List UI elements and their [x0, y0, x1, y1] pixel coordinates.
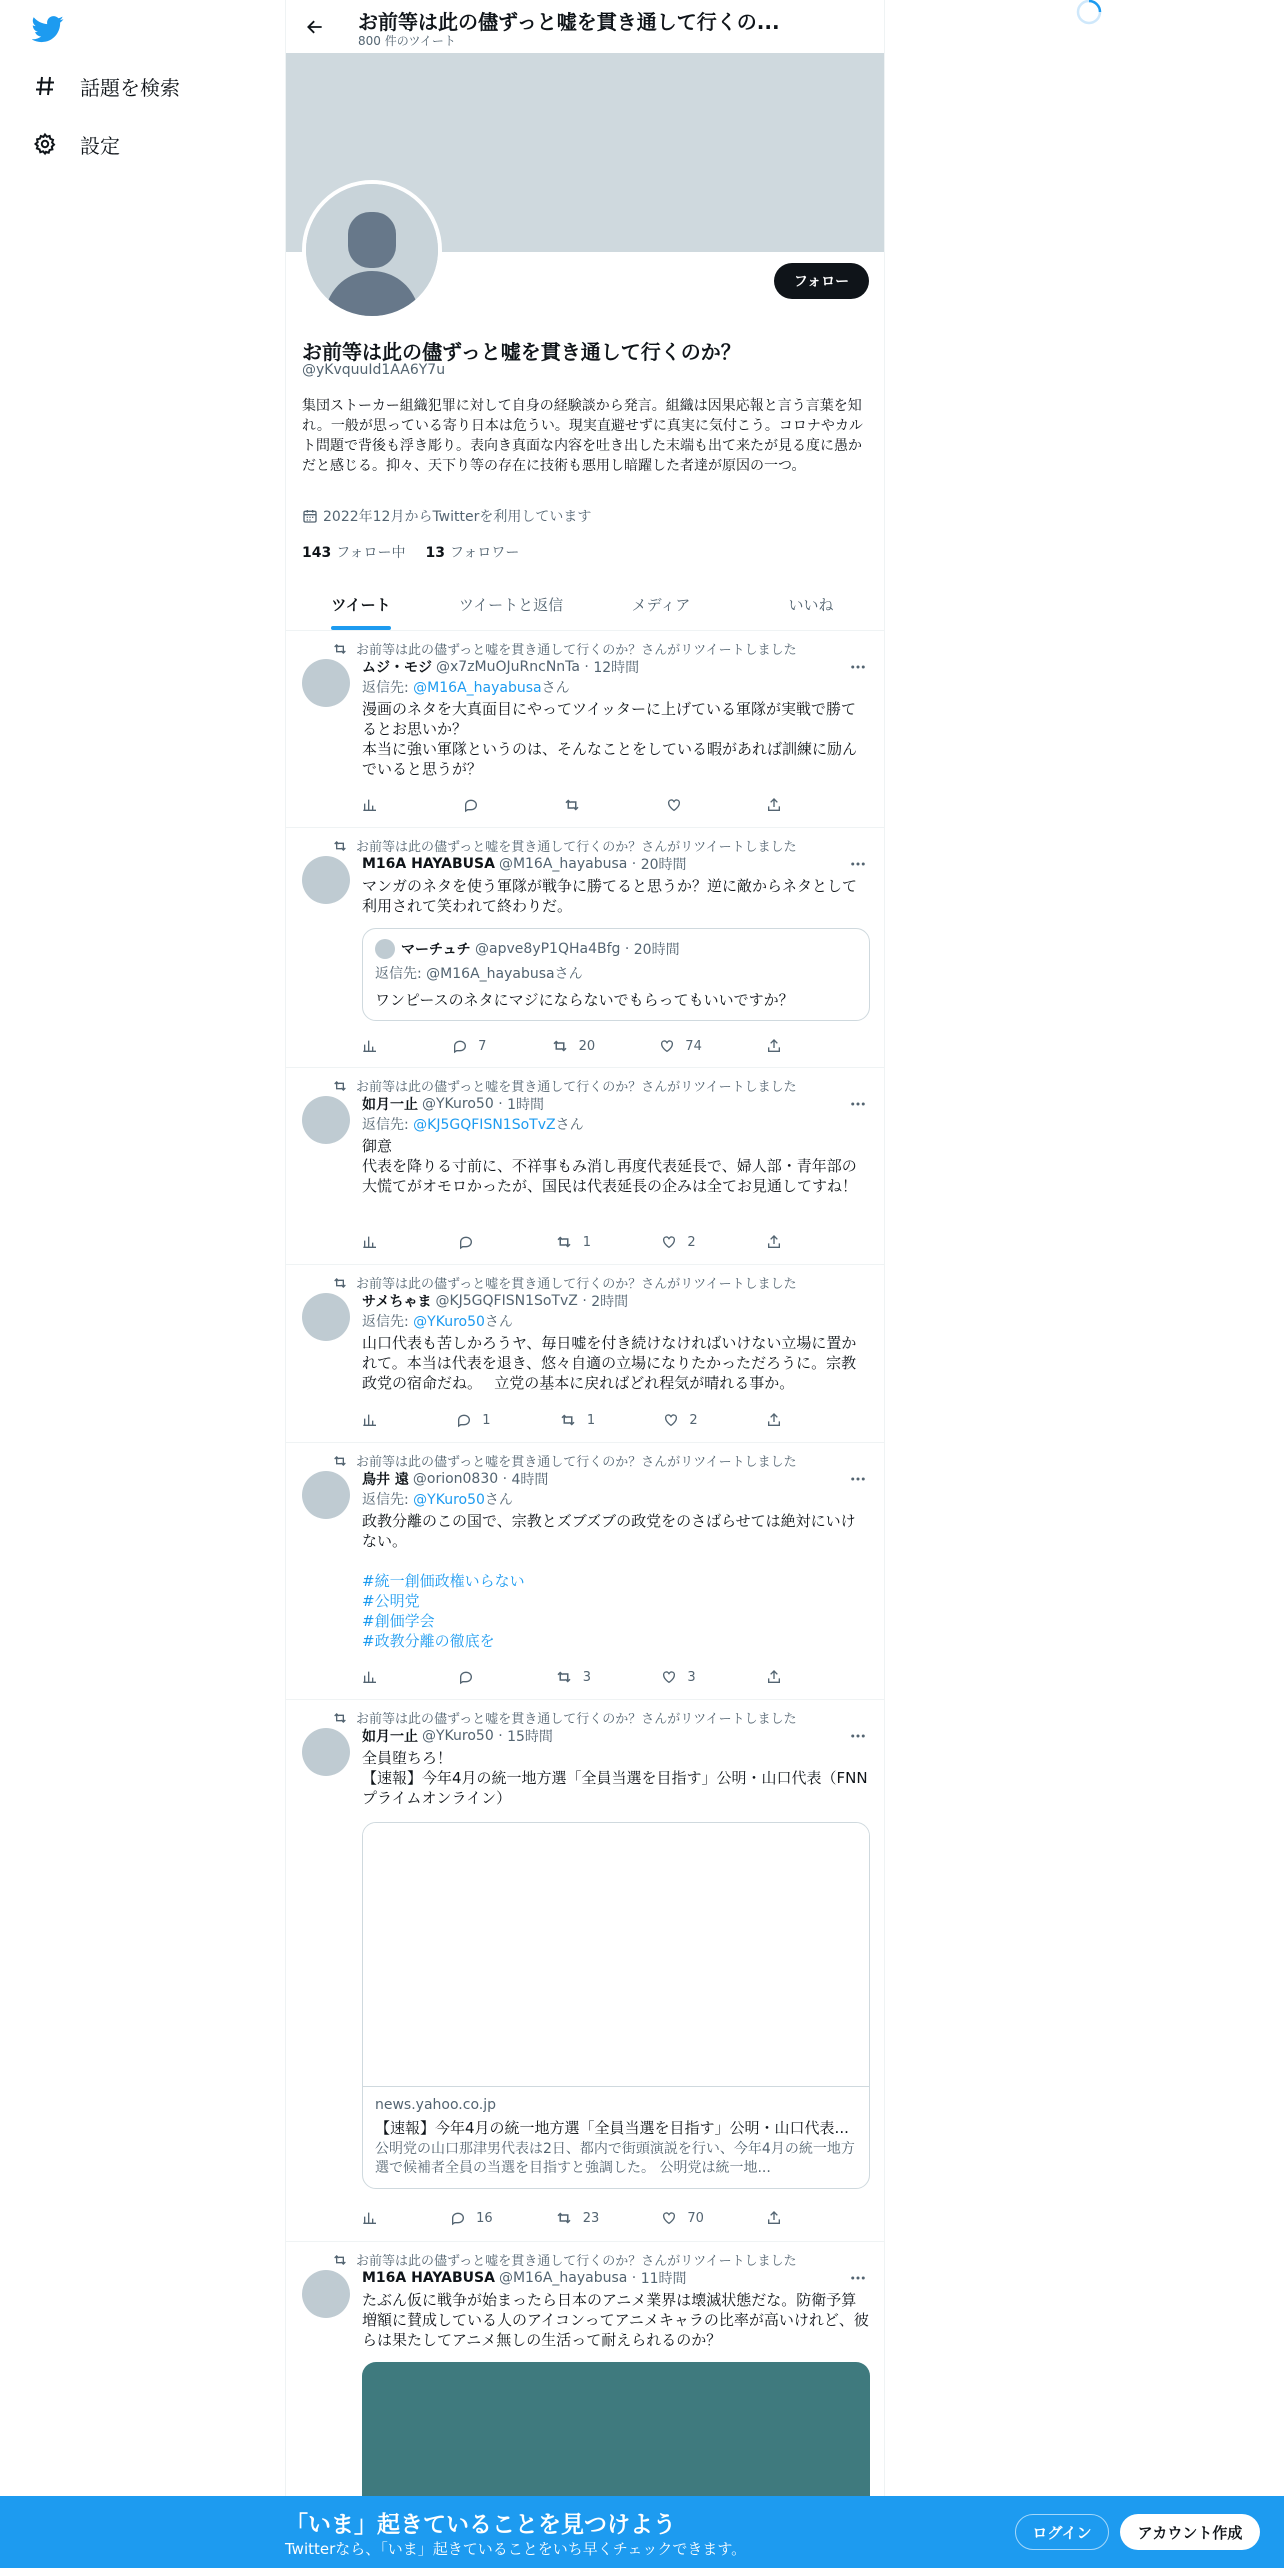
like-icon — [663, 1412, 679, 1428]
avatar[interactable] — [302, 1471, 350, 1519]
tweet-author-handle[interactable]: @M16A_hayabusa — [498, 2270, 628, 2286]
tweet[interactable] — [286, 828, 885, 1068]
tab-tweets[interactable]: ツイート — [286, 578, 436, 630]
share-icon[interactable] — [766, 795, 792, 815]
reply-mention[interactable]: @KJ5GQFISN1SoTvZ — [413, 1117, 556, 1133]
tweet-author-handle[interactable]: @YKuro50 — [422, 1728, 494, 1744]
tweet-text: 漫画のネタを大真面目にやってツイッターに上げている軍隊が実戦で勝てるとお思いか？ 本当に強い軍隊というのは、そんなことをしている暇があれば訓練に励んでいると思うが？ — [362, 700, 858, 778]
profile-handle: @yKvquuId1AA6Y7u — [302, 362, 446, 378]
hashtag-icon — [32, 73, 58, 99]
tweet-body: 鳥井 遠 @orion0830 · 4時間 返信先: @YKuro50さん 政教分離のこの国で、宗教とズブズブの政党をのさばらせては絶対にいけない。 #統一創価政権いらない #公明党 #創価学会 #政教分離の徹底を — [362, 1469, 870, 1651]
tweet-text: 政教分離のこの国で、宗教とズブズブの政党をのさばらせては絶対にいけない。 — [362, 1512, 856, 1550]
tweet-time[interactable]: 11時間 — [640, 2271, 687, 2287]
nav-explore[interactable] — [32, 66, 180, 106]
like-button[interactable]: 3 — [661, 1667, 695, 1687]
profile-joined — [302, 506, 591, 526]
tweet[interactable] — [286, 1700, 885, 2242]
reply-button[interactable] — [458, 1667, 484, 1687]
tweet-actions — [362, 1410, 792, 1430]
tweet-body: 如月一止 @YKuro50 · 15時間 全員堕ちろ！ 【速報】今年4月の統一地方選「全員当選を目指す」公明・山口代表（FNNプライムオンライン） news.yahoo.co.jp 【速報】今年4月の統一地方選「全員当選を目指す」公明・山口代表... 公明党の山口那津男代表は2日、都内で街頭演説を行い、今年4月の統一地方選で候補者全員の当選を目指すと強調した。 公明党は統一地... — [362, 1726, 870, 2189]
reply-mention[interactable]: @M16A_hayabusa — [413, 680, 542, 696]
hashtag-link[interactable]: #統一創価政権いらない — [362, 1572, 525, 1590]
share-icon[interactable] — [766, 1667, 792, 1687]
analytics-icon[interactable] — [362, 2208, 388, 2228]
tweet-author-handle[interactable]: @x7zMuOJuRncNnTa — [436, 659, 580, 675]
header-title: お前等は此の儘ずっと嘘を貫き通して行くの... — [358, 10, 780, 34]
tab-tweets-and-replies[interactable]: ツイートと返信 — [458, 595, 564, 614]
profile-column — [285, 0, 885, 2568]
tweet-author-name[interactable]: サメちゃま — [362, 1294, 432, 1310]
quoted-tweet[interactable]: マーチュチ @apve8yP1QHa4Bfg · 20時間 返信先: @M16A_hayabusaさん ワンピースのネタにマジにならないでもらってもいいですか？ — [362, 928, 870, 1021]
tweet-author-handle[interactable]: @orion0830 — [412, 1471, 499, 1487]
like-icon — [666, 797, 682, 813]
avatar[interactable] — [302, 1096, 350, 1144]
retweet-icon — [555, 1668, 573, 1686]
signup-banner-subtitle: Twitterなら、「いま」起きていることをいち早くチェックできます。 — [285, 2540, 747, 2558]
nav-explore-label: 話題を検索 — [80, 75, 180, 100]
more-icon[interactable] — [846, 854, 870, 874]
retweet-button[interactable]: 20 — [551, 1036, 596, 1056]
reply-icon — [450, 2210, 466, 2226]
tweet-actions — [362, 2208, 792, 2228]
tweet-author-name[interactable]: 如月一止 — [362, 1729, 418, 1745]
retweet-icon — [555, 1233, 573, 1251]
hashtag-link[interactable]: #政教分離の徹底を — [362, 1632, 495, 1650]
retweet-context: お前等は此の儘ずっと嘘を貫き通して行くのか？さんがリツイートしました — [332, 639, 797, 658]
tweet-body: 如月一止 @YKuro50 · 1時間 返信先: @KJ5GQFISN1SoTvZさん 御意 代表を降りる寸前に、不祥事もみ消し再度代表延長で、婦人部・青年部の大慌てがオモロかったが、国民は代表延長の企みは全てお見通してすね！ — [362, 1094, 870, 1196]
analytics-icon[interactable] — [362, 1232, 388, 1252]
retweet-icon — [332, 1710, 348, 1726]
link-card-domain: news.yahoo.co.jp — [375, 2097, 496, 2113]
link-card[interactable] — [362, 1822, 870, 2189]
login-button[interactable]: ログイン — [1015, 2514, 1109, 2550]
share-icon[interactable] — [766, 1232, 792, 1252]
share-icon[interactable] — [766, 2208, 792, 2228]
reply-button[interactable]: 16 — [450, 2208, 493, 2228]
reply-context: 返信先: @M16A_hayabusaさん — [362, 680, 570, 696]
gear-icon — [32, 131, 58, 157]
tweet[interactable] — [286, 1443, 885, 1700]
like-icon — [659, 1038, 675, 1054]
analytics-icon[interactable] — [362, 795, 388, 815]
retweet-button[interactable]: 3 — [555, 1667, 591, 1687]
reply-icon — [458, 1669, 474, 1685]
like-button[interactable]: 2 — [663, 1410, 697, 1430]
tweet-author-name[interactable]: 如月一止 — [362, 1097, 418, 1113]
like-button[interactable]: 74 — [659, 1036, 702, 1056]
more-icon[interactable] — [846, 1726, 870, 1746]
retweet-button[interactable]: 1 — [555, 1232, 591, 1252]
tweet-author-handle[interactable]: @KJ5GQFISN1SoTvZ — [435, 1293, 578, 1309]
reply-context: 返信先: @YKuro50さん — [362, 1314, 513, 1330]
more-icon[interactable] — [846, 1469, 870, 1489]
tweet-body: サメちゃま @KJ5GQFISN1SoTvZ · 2時間 返信先: @YKuro50さん 山口代表も苦しかろうヤ、毎日嘘を付き続けなければいけない立場に置かれて。本当は代表を退き、悠々自適の立場になりたかっただろうに。宗教政党の宿命だね。 立党の基本に戻ればどれ程気が晴れる事か。 — [362, 1291, 870, 1393]
tweet-text: マンガのネタを使う軍隊が戦争に勝てると思うか？逆に敵からネタとして利用されて笑われて終わりだ。 — [362, 877, 858, 915]
profile-joined-text: 2022年12月からTwitterを利用しています — [323, 509, 592, 525]
followers-link[interactable]: 13 フォロワー — [425, 545, 520, 561]
retweet-icon — [563, 796, 581, 814]
reply-icon — [452, 1038, 468, 1054]
retweet-icon — [332, 1275, 348, 1291]
analytics-icon[interactable] — [362, 1667, 388, 1687]
like-icon — [661, 1234, 677, 1250]
tweet-text: 山口代表も苦しかろうヤ、毎日嘘を付き続けなければいけない立場に置かれて。本当は代表を退き、悠々自適の立場になりたかっただろうに。宗教政党の宿命だね。 立党の基本に戻ればどれ程気が晴れる事か。 — [362, 1334, 857, 1392]
profile-tabs — [286, 578, 885, 631]
retweet-icon — [332, 1078, 348, 1094]
reply-button[interactable] — [463, 795, 489, 815]
like-button[interactable] — [666, 795, 692, 815]
retweet-context: お前等は此の儘ずっと嘘を貫き通して行くのか？さんがリツイートしました — [332, 1076, 797, 1095]
more-icon[interactable] — [846, 657, 870, 677]
tweet-time[interactable]: 4時間 — [511, 1472, 549, 1488]
avatar — [375, 939, 395, 959]
tweet-author-name[interactable]: M16A HAYABUSA — [362, 856, 495, 872]
reply-icon — [463, 797, 479, 813]
quote-author-name: マーチュチ — [401, 942, 471, 958]
left-nav — [0, 0, 285, 2568]
following-link[interactable]: 143 フォロー中 — [302, 545, 406, 561]
tweet-author-name[interactable]: 鳥井 遠 — [362, 1472, 409, 1488]
tweet[interactable] — [286, 1265, 885, 1443]
reply-button[interactable]: 1 — [456, 1410, 490, 1430]
create-account-button[interactable]: アカウント作成 — [1120, 2514, 1260, 2550]
retweet-context: お前等は此の儘ずっと嘘を貫き通して行くのか？さんがリツイートしました — [332, 2250, 797, 2269]
quote-author-handle: @apve8yP1QHa4Bfg — [475, 941, 621, 957]
profile-header-bar — [286, 0, 885, 53]
tweet[interactable] — [286, 631, 885, 828]
avatar[interactable] — [302, 2270, 350, 2318]
back-arrow-icon — [305, 17, 325, 37]
profile-bio: 集団ストーカー組織犯罪に対して自身の経験談から発言。組織は因果応報と言う言葉を知れ。一般が思っている寄り日本は危うい。現実直避せずに真実に気付こう。コロナやカルト問題で背後も浮き彫り。表向き真面な内容を吐き出した末端も出て来たが見る度に愚かだと感じる。抑々、天下り等の存在に技術も悪用し暗躍した者達が原因の一つ。 — [302, 398, 863, 474]
tab-likes[interactable]: いいね — [788, 595, 834, 614]
reply-context: 返信先: @YKuro50さん — [362, 1492, 513, 1508]
retweet-button[interactable]: 1 — [559, 1410, 595, 1430]
more-icon[interactable] — [846, 1094, 870, 1114]
tweet-text: 全員堕ちろ！ 【速報】今年4月の統一地方選「全員当選を目指す」公明・山口代表（FNNプライムオンライン） — [362, 1749, 868, 1807]
retweet-icon — [551, 1037, 569, 1055]
reply-button[interactable]: 7 — [452, 1036, 486, 1056]
retweet-icon — [332, 1453, 348, 1469]
reply-button[interactable] — [458, 1232, 484, 1252]
retweet-icon — [555, 2209, 573, 2227]
link-card-description: 公明党の山口那津男代表は2日、都内で街頭演説を行い、今年4月の統一地方選で候補者全員の当選を目指すと強調した。 公明党は統一地... — [375, 2141, 855, 2176]
tweet-author-handle[interactable]: @M16A_hayabusa — [498, 856, 628, 872]
tab-media[interactable]: メディア — [631, 595, 691, 614]
avatar[interactable] — [302, 659, 350, 707]
tweet-text: 御意 代表を降りる寸前に、不祥事もみ消し再度代表延長で、婦人部・青年部の大慌てがオモロかったが、国民は代表延長の企みは全てお見通してすね！ — [362, 1137, 858, 1195]
retweet-icon — [559, 1411, 577, 1429]
quote-time: 20時間 — [633, 942, 680, 958]
reply-icon — [456, 1412, 472, 1428]
analytics-icon[interactable] — [362, 1036, 388, 1056]
retweet-icon — [332, 838, 348, 854]
reply-mention[interactable]: @YKuro50 — [413, 1492, 485, 1508]
profile-name: お前等は此の儘ずっと嘘を貫き通して行くのか？ — [302, 340, 741, 364]
signup-banner-title: 「いま」起きていることを見つけよう — [285, 2512, 676, 2538]
profile-avatar[interactable] — [302, 180, 442, 320]
like-button[interactable]: 2 — [661, 1232, 695, 1252]
tweet-actions — [362, 795, 792, 815]
tweet-body: M16A HAYABUSA @M16A_hayabusa · 20時間 マンガのネタを使う軍隊が戦争に勝てると思うか？逆に敵からネタとして利用されて笑われて終わりだ。 マーチュチ @apve8yP1QHa4Bfg · 20時間 返信先: @M16A_hayabusaさん ワンピースのネタにマジにならないでもらってもいいですか？ — [362, 854, 870, 1021]
retweet-context: お前等は此の儘ずっと嘘を貫き通して行くのか？さんがリツイートしました — [332, 1451, 797, 1470]
quote-text: ワンピースのネタにマジにならないでもらってもいいですか？ — [375, 991, 794, 1009]
retweet-icon — [332, 2252, 348, 2268]
tweet-author-name[interactable]: M16A HAYABUSA — [362, 2270, 495, 2286]
follow-button[interactable]: フォロー — [774, 263, 869, 299]
twitter-logo-icon[interactable] — [32, 13, 64, 45]
tweet-time[interactable]: 15時間 — [507, 1729, 553, 1745]
reply-context: 返信先: @KJ5GQFISN1SoTvZさん — [362, 1117, 584, 1133]
like-button[interactable]: 70 — [661, 2208, 704, 2228]
tweet-time[interactable]: 12時間 — [593, 660, 640, 676]
avatar[interactable] — [302, 856, 350, 904]
tweet-author-name[interactable]: ムジ・モジ — [362, 660, 432, 676]
tweet-body: M16A HAYABUSA @M16A_hayabusa · 11時間 たぶん仮に戦争が始まったら日本のアニメ業界は壊滅状態だな。防衛予算増額に賛成している人のアイコンってアニメキャラの比率が高いけれど、彼らは果たしてアニメ無しの生活って耐えられるのか？ — [362, 2268, 870, 2522]
header-tweet-count: 800 件のツイート — [358, 34, 456, 48]
link-card-title: 【速報】今年4月の統一地方選「全員当選を目指す」公明・山口代表... — [375, 2119, 849, 2137]
calendar-icon — [302, 508, 318, 524]
tweet-time[interactable]: 2時間 — [591, 1294, 629, 1310]
like-icon — [661, 2210, 677, 2226]
nav-settings[interactable] — [32, 124, 120, 164]
avatar[interactable] — [302, 1728, 350, 1776]
tweet-actions — [362, 1667, 792, 1687]
tweet[interactable] — [286, 1068, 885, 1265]
hashtag-link[interactable]: #創価学会 — [362, 1612, 435, 1630]
more-icon[interactable] — [846, 2268, 870, 2288]
tweet-time[interactable]: 1時間 — [507, 1097, 545, 1113]
signup-banner — [0, 2496, 1284, 2568]
reply-icon — [458, 1234, 474, 1250]
loading-spinner-icon — [1074, 0, 1104, 30]
back-button[interactable] — [300, 12, 330, 42]
like-icon — [661, 1669, 677, 1685]
link-card-image — [363, 1823, 869, 2087]
tweet-time[interactable]: 20時間 — [640, 857, 687, 873]
share-icon[interactable] — [766, 1036, 792, 1056]
tweet-actions — [362, 1036, 792, 1056]
tweet-author-handle[interactable]: @YKuro50 — [422, 1096, 494, 1112]
retweet-icon — [332, 641, 348, 657]
nav-settings-label: 設定 — [80, 133, 120, 158]
avatar[interactable] — [302, 1293, 350, 1341]
profile-stats — [302, 542, 519, 562]
share-icon[interactable] — [766, 1410, 792, 1430]
retweet-context: お前等は此の儘ずっと嘘を貫き通して行くのか？さんがリツイートしました — [332, 1708, 797, 1727]
quote-reply-context: 返信先: @M16A_hayabusaさん — [375, 966, 583, 982]
analytics-icon[interactable] — [362, 1410, 388, 1430]
retweet-context: お前等は此の儘ずっと嘘を貫き通して行くのか？さんがリツイートしました — [332, 836, 797, 855]
retweet-context: お前等は此の儘ずっと嘘を貫き通して行くのか？さんがリツイートしました — [332, 1273, 797, 1292]
retweet-button[interactable] — [563, 795, 591, 815]
hashtag-link[interactable]: #公明党 — [362, 1592, 420, 1610]
reply-mention[interactable]: @YKuro50 — [413, 1314, 485, 1330]
tweet-body: ムジ・モジ @x7zMuOJuRncNnTa · 12時間 返信先: @M16A_hayabusaさん 漫画のネタを大真面目にやってツイッターに上げている軍隊が実戦で勝てるとお思いか？ 本当に強い軍隊というのは、そんなことをしている暇があれば訓練に励んでいると思うが？ — [362, 657, 870, 779]
tweet-actions — [362, 1232, 792, 1252]
tweet-text: たぶん仮に戦争が始まったら日本のアニメ業界は壊滅状態だな。防衛予算増額に賛成している人のアイコンってアニメキャラの比率が高いけれど、彼らは果たしてアニメ無しの生活って耐えられるのか？ — [362, 2291, 869, 2349]
retweet-button[interactable]: 23 — [555, 2208, 600, 2228]
